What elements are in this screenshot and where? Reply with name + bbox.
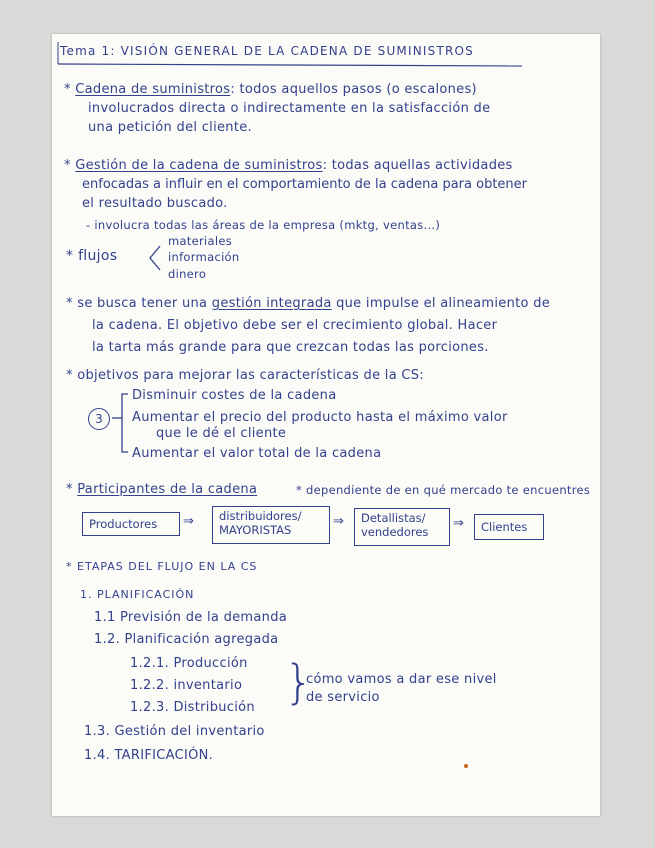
etapa-subitem: 1.2.3. Distribución bbox=[130, 700, 255, 715]
box-productores: Productores bbox=[82, 512, 180, 536]
flujo-item: información bbox=[168, 250, 240, 264]
text: se busca tener una bbox=[77, 296, 208, 311]
participantes-label: Participantes de la cadena bbox=[77, 482, 258, 497]
participantes-note: * dependiente de en qué mercado te encuentres bbox=[296, 483, 591, 497]
bullet-asterisk: * bbox=[64, 82, 71, 97]
bullet-asterisk: * bbox=[66, 368, 73, 383]
notebook-page bbox=[52, 34, 600, 816]
flow-arrow: ⇒ bbox=[183, 514, 194, 529]
objetivos-bracket bbox=[122, 394, 128, 452]
bullet-asterisk: * bbox=[66, 482, 73, 497]
definition-line: : todas aquellas actividades bbox=[322, 158, 513, 173]
flujo-item: materiales bbox=[168, 234, 233, 248]
flujos-brace-stroke bbox=[150, 246, 160, 270]
objetivo-item: Disminuir costes de la cadena bbox=[132, 388, 337, 403]
objetivo-item: Aumentar el valor total de la cadena bbox=[132, 446, 382, 461]
definition-line: una petición del cliente. bbox=[88, 120, 252, 135]
page-title: Tema 1: VISIÓN GENERAL DE LA CADENA DE SUMINISTROS bbox=[60, 44, 474, 58]
ink-dot bbox=[464, 764, 468, 768]
term-gestion-integrada: gestión integrada bbox=[211, 296, 332, 311]
objetivo-item-continued: que le dé el cliente bbox=[156, 426, 287, 441]
definition-line: enfocadas a influir en el comportamiento de la cadena para obtener bbox=[82, 177, 527, 192]
title-underline bbox=[58, 64, 522, 66]
term-gestion-cadena: Gestión de la cadena de suministros bbox=[75, 158, 323, 173]
etapa-item: 1.1 Previsión de la demanda bbox=[94, 610, 288, 625]
bullet-asterisk: * bbox=[64, 158, 71, 173]
etapa-item: 1. PLANIFICACIÓN bbox=[80, 588, 195, 601]
flow-arrow: ⇒ bbox=[453, 516, 464, 531]
text-line: la cadena. El objetivo debe ser el crecimiento global. Hacer bbox=[92, 318, 498, 333]
objetivos-line: objetivos para mejorar las características de la CS: bbox=[77, 368, 425, 383]
box-distribuidores: distribuidores/ MAYORISTAS bbox=[212, 506, 330, 544]
etapa-item: 1.3. Gestión del inventario bbox=[84, 724, 265, 739]
definition-line: - involucra todas las áreas de la empresa (mktg, ventas...) bbox=[86, 218, 441, 232]
etapas-title: ETAPAS DEL FLUJO EN LA CS bbox=[77, 560, 258, 573]
etapas-note: de servicio bbox=[306, 690, 380, 705]
etapa-subitem: 1.2.2. inventario bbox=[130, 678, 243, 693]
flujos-label: flujos bbox=[78, 248, 118, 264]
term-cadena-suministros: Cadena de suministros bbox=[75, 82, 231, 97]
definition-line: involucrados directa o indirectamente en la satisfacción de bbox=[88, 101, 491, 116]
etapas-brace: } bbox=[284, 655, 314, 709]
etapa-item: 1.2. Planificación agregada bbox=[94, 632, 279, 647]
definition-line: : todos aquellos pasos (o escalones) bbox=[230, 82, 477, 97]
etapa-subitem: 1.2.1. Producción bbox=[130, 656, 248, 671]
box-detallistas: Detallistas/ vendedores bbox=[354, 508, 450, 546]
flujo-item: dinero bbox=[168, 267, 207, 281]
box-clientes: Clientes bbox=[474, 514, 544, 540]
bullet-asterisk: * bbox=[66, 560, 73, 573]
objetivo-item: Aumentar el precio del producto hasta el máximo valor bbox=[132, 410, 508, 425]
text-line: la tarta más grande para que crezcan todas las porciones. bbox=[92, 340, 489, 355]
text: que impulse el alineamiento de bbox=[336, 296, 551, 311]
definition-line: el resultado buscado. bbox=[82, 196, 228, 211]
etapas-note: cómo vamos a dar ese nivel bbox=[306, 672, 497, 687]
flow-arrow: ⇒ bbox=[333, 514, 344, 529]
circled-number: 3 bbox=[88, 408, 110, 430]
bullet-asterisk: * bbox=[66, 296, 73, 311]
bullet-asterisk: * bbox=[66, 248, 74, 264]
etapa-item: 1.4. TARIFICACIÓN. bbox=[84, 748, 214, 763]
